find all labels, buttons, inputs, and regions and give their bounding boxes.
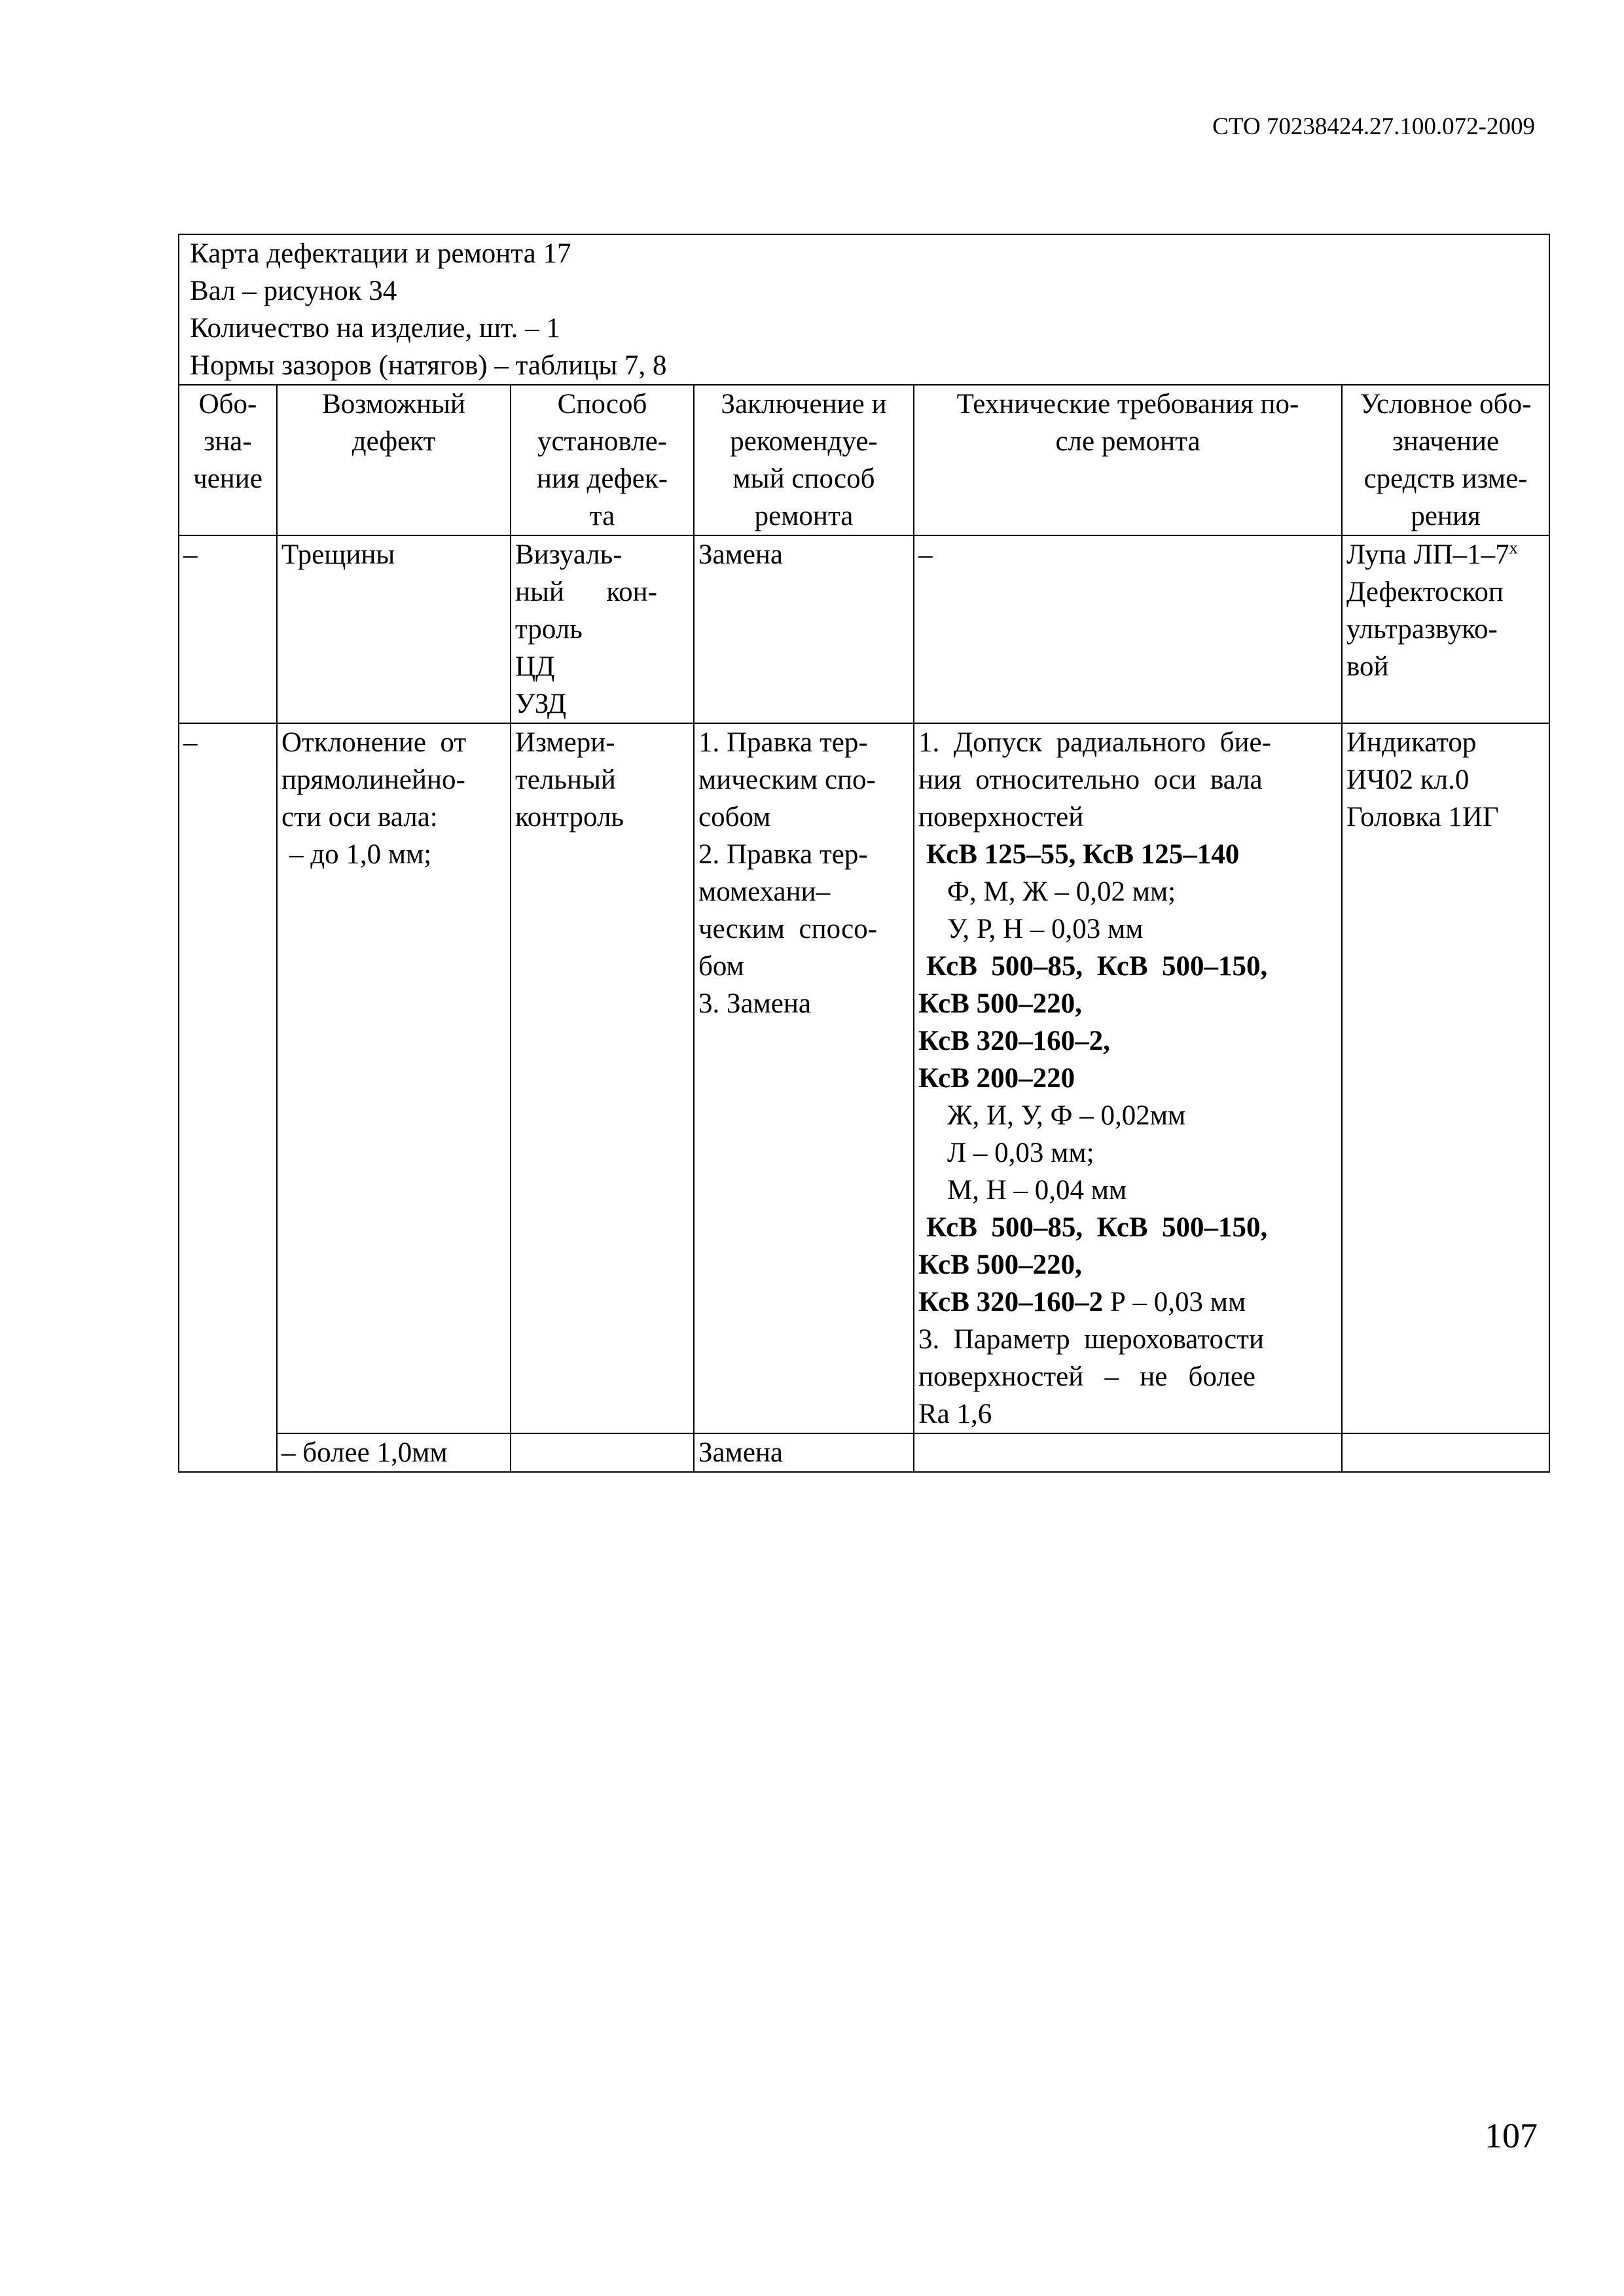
document-code: СТО 70238424.27.100.072-2009: [1212, 113, 1535, 140]
card-heading: [179, 234, 1549, 385]
cell-requirements: –: [914, 535, 1342, 723]
column-header-row: [179, 385, 1549, 535]
cell-requirements: [914, 1433, 1342, 1472]
card-heading-row: [179, 234, 1549, 385]
col-header-measuring-tools: Условное обо- значение средств изме- рения: [1342, 385, 1549, 535]
cell-detection-method: [511, 1433, 694, 1472]
table-row: [179, 723, 1549, 1433]
cell-defect: – более 1,0мм: [277, 1433, 511, 1472]
col-header-detection-method: Способ установле- ния дефек- та: [511, 385, 694, 535]
cell-designation: –: [179, 723, 277, 1472]
cell-measuring-tools: Лупа $ЛП-1-7^х$ Дефектоскоп ультразвуко- вой: [1342, 535, 1549, 723]
cell-detection-method: Измери- тельный контроль: [511, 723, 694, 1433]
table-row: [179, 1433, 1549, 1472]
cell-requirements: 1. Допуск радиального бие- ния относительно оси вала поверхностей КсВ 125–55, КсВ 125–140 Ф, М, Ж – 0,02 мм; У, Р, Н – 0,03 мм КсВ 500–85, КсВ 500–150, КсВ 500–220, КсВ 320–160–2, КсВ 200–220 Ж, И, У, Ф – 0,02мм Л – 0,03 мм; М, Н – 0,04 мм КсВ 500–85, КсВ 500–150, КсВ 500–220, КсВ 320–160–2 Р – 0,03 мм 3. Параметр шероховатости поверхностей – не более Ra 1,6: [914, 723, 1342, 1433]
cell-conclusion: Замена: [694, 535, 914, 723]
col-header-defect: Возможный дефект: [277, 385, 511, 535]
page-number: 107: [1485, 2116, 1538, 2155]
col-header-requirements: Технические требования по- сле ремонта: [914, 385, 1342, 535]
card-quantity: Количество на изделие, шт. – 1: [190, 313, 560, 344]
card-part: Вал – рисунок 34: [190, 276, 397, 306]
cell-conclusion: Замена: [694, 1433, 914, 1472]
col-header-designation: Обо- зна- чение: [179, 385, 277, 535]
cell-defect: Отклонение от прямолинейно- сти оси вала: – до 1,0 мм;: [277, 723, 511, 1433]
cell-designation: –: [179, 535, 277, 723]
cell-detection-method: Визуаль- ный кон- троль ЦД УЗД: [511, 535, 694, 723]
cell-measuring-tools: Индикатор ИЧ02 кл.0 Головка 1ИГ: [1342, 723, 1549, 1433]
cell-conclusion: 1. Правка тер- мическим спо- собом 2. Правка тер- момехани– ческим спосо- бом 3. Замена: [694, 723, 914, 1433]
col-header-conclusion: Заключение и рекомендуе- мый способ ремонта: [694, 385, 914, 535]
defect-repair-card-table: [178, 234, 1550, 1473]
card-title: Карта дефектации и ремонта 17: [190, 238, 571, 269]
card-clearance-norms: Нормы зазоров (натягов) – таблицы 7, 8: [190, 350, 667, 381]
cell-measuring-tools: [1342, 1433, 1549, 1472]
cell-defect: Трещины: [277, 535, 511, 723]
table-row: [179, 535, 1549, 723]
